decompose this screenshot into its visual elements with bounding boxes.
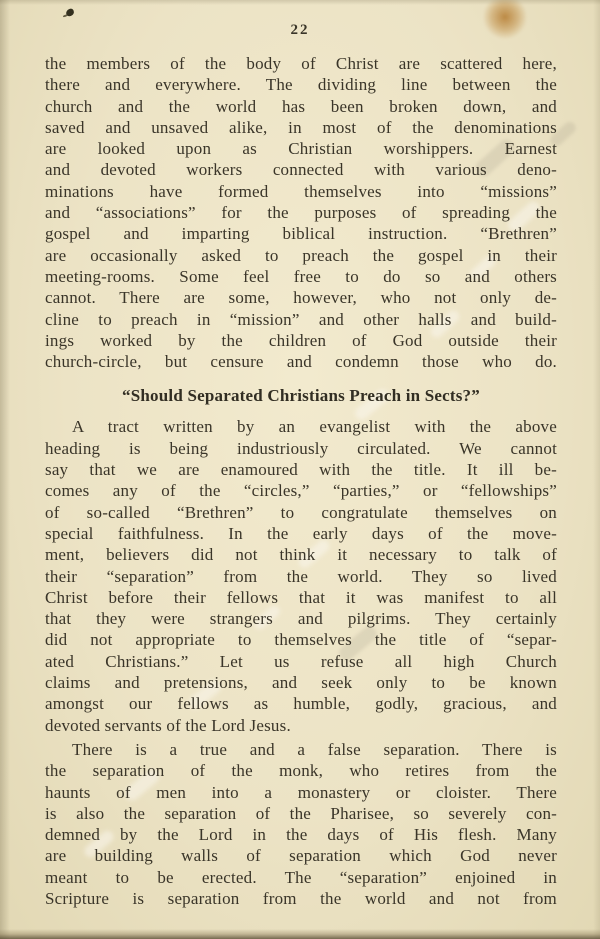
section-heading: “Should Separated Christians Preach in Sects?”	[122, 386, 480, 406]
paragraph	[45, 739, 557, 909]
text-line: the members of the body of Christ are scattered here,	[45, 54, 557, 73]
text-line: and devoted workers connected with various deno-	[45, 160, 557, 180]
text-line: minations have formed themselves into “missions”	[45, 181, 557, 201]
text-line: say that we are enamoured with the title. It ill be-	[45, 460, 557, 480]
page-edge-shadow-bottom	[0, 929, 600, 939]
text-line: saved and unsaved alike, in most of the denominations	[45, 117, 557, 137]
page-edge-shadow-right	[593, 0, 600, 939]
text-line: are looked upon as Christian worshippers. Earnest	[45, 139, 557, 159]
text-line: are occasionally asked to preach the gospel in their	[45, 245, 557, 265]
text-line: that they were strangers and pilgrims. They certainly	[45, 609, 557, 629]
text-line: did not appropriate to themselves the title of “separ-	[45, 630, 557, 650]
ink-speck-artifact	[65, 8, 75, 17]
text-line: special faithfulness. In the early days of the move-	[45, 523, 557, 543]
text-line: is also the separation of the Pharisee, so severely con-	[45, 803, 557, 823]
text-line: A tract written by an evangelist with the above	[72, 417, 557, 437]
page-edge-shadow-top	[0, 0, 600, 5]
text-line: ings worked by the children of God outside their	[45, 330, 557, 350]
text-line: ment, believers did not think it necessary to talk of	[45, 545, 557, 565]
text-line: demned by the Lord in the days of His flesh. Many	[45, 825, 557, 845]
text-line: there and everywhere. The dividing line between the	[45, 75, 557, 95]
text-line: church-circle, but censure and condemn those who do.	[45, 352, 557, 372]
text-line: meant to be erected. The “separation” enjoined in	[45, 867, 557, 887]
text-line: gospel and imparting biblical instruction. “Brethren”	[45, 224, 557, 244]
text-line: cline to preach in “mission” and other halls and build-	[45, 309, 557, 329]
page-edge-shadow-left	[0, 0, 10, 939]
text-line: meeting-rooms. Some feel free to do so and others	[45, 266, 557, 286]
paragraph	[45, 416, 557, 735]
page-number: 22	[290, 22, 310, 38]
text-line: are building walls of separation which God never	[45, 846, 557, 866]
text-line: haunts of men into a monastery or cloister. There	[45, 782, 557, 802]
text-line: heading is being industriously circulated. We cannot	[45, 438, 557, 458]
text-line: claims and pretensions, and seek only to be known	[45, 673, 557, 693]
text-line: Scripture is separation from the world and not from	[45, 888, 557, 908]
text-line: church and the world has been broken down, and	[45, 96, 557, 116]
text-line: of so-called “Brethren” to congratulate themselves on	[45, 502, 557, 522]
text-line: devoted servants of the Lord Jesus.	[45, 715, 291, 735]
text-line: their “separation” from the world. They so lived	[45, 566, 557, 586]
text-line: amongst our fellows as humble, godly, gracious, and	[45, 694, 557, 714]
text-line: and “associations” for the purposes of spreading the	[45, 203, 557, 223]
text-line: ated Christians.” Let us refuse all high Church	[45, 651, 557, 671]
text-line: Christ before their fellows that it was manifest to all	[45, 587, 557, 607]
text-block	[45, 53, 557, 909]
paragraph	[45, 53, 557, 372]
text-line: the separation of the monk, who retires from the	[45, 761, 557, 781]
text-line: comes any of the “circles,” “parties,” or “fellowships”	[45, 481, 557, 501]
text-line: cannot. There are some, however, who not only de-	[45, 288, 557, 308]
text-line: There is a true and a false separation. There is	[72, 739, 557, 759]
